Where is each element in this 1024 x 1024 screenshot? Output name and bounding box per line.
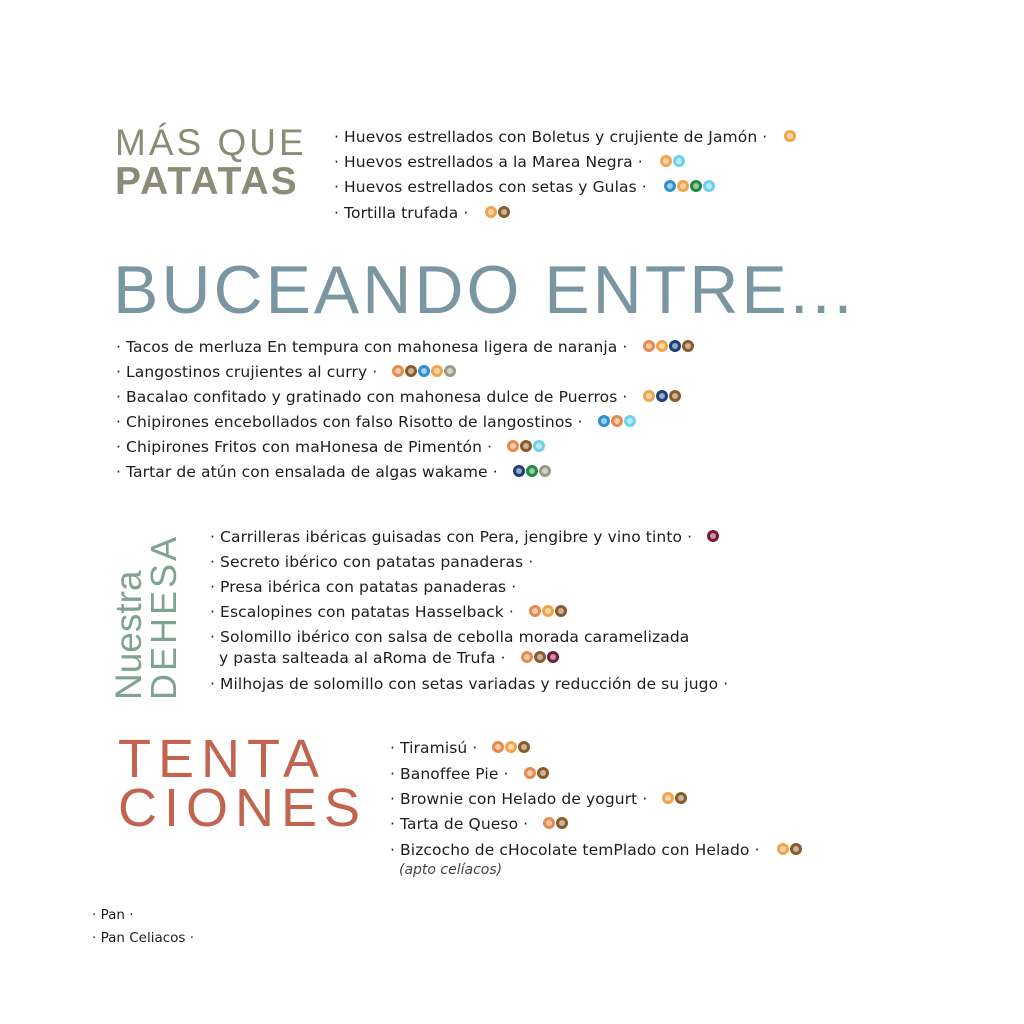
celiac-note: (apto celíacos) (399, 862, 503, 878)
allergen-icons (662, 788, 688, 807)
egg-allergen-icon (777, 843, 789, 855)
dish-name: · Tartar de atún con ensalada de algas wakame · (116, 463, 498, 481)
allergen-icons (507, 436, 546, 455)
fish-allergen-icon (513, 465, 525, 477)
dish-name: · Brownie con Helado de yogurt · (390, 790, 648, 808)
section-title-tenta: TENTA (118, 729, 326, 789)
dish-name: · Bacalao confitado y gratinado con mahonesa dulce de Puerros · (116, 388, 628, 406)
dish-name: · Bizcocho de cHocolate temPlado con Helado · (390, 841, 760, 859)
dish-name: · Solomillo ibérico con salsa de cebolla morada caramelizada (210, 628, 690, 646)
dish-name: · Langostinos crujientes al curry · (116, 363, 378, 381)
dish-name: · Escalopines con patatas Hasselback · (210, 603, 514, 621)
dish-name: · Huevos estrellados a la Marea Negra · (334, 153, 643, 171)
section-title-nuestra: Nuestra (108, 570, 149, 700)
section-title-dehesa-word: DEHESA (143, 533, 184, 700)
nuts-allergen-icon (669, 390, 681, 402)
dish-item (210, 578, 516, 597)
dish-name: · Huevos estrellados con Boletus y crujiente de Jamón · (334, 128, 768, 146)
crustaceans-allergen-icon (418, 365, 430, 377)
section-title-mas-que: MÁS QUE (115, 122, 307, 163)
allergen-icons (784, 126, 797, 145)
gluten-allergen-icon (524, 767, 536, 779)
allergen-icons (598, 411, 637, 430)
allergen-icons (485, 202, 511, 221)
dish-item (334, 128, 797, 147)
egg-allergen-icon (660, 155, 672, 167)
dish-item (116, 338, 695, 357)
dish-name: · Milhojas de solomillo con setas variadas y reducción de su jugo · (210, 675, 729, 693)
dish-item (390, 841, 803, 860)
fish-allergen-icon (656, 390, 668, 402)
dish-name: · Chipirones Fritos con maHonesa de Pimentón · (116, 438, 493, 456)
gluten-allergen-icon (507, 440, 519, 452)
sesame-allergen-icon (444, 365, 456, 377)
dish-item (116, 388, 682, 407)
gluten-allergen-icon (543, 817, 555, 829)
gluten-allergen-icon (492, 741, 504, 753)
dish-name: · Secreto ibérico con patatas panaderas · (210, 553, 534, 571)
dish-name: y pasta salteada al aRoma de Trufa · (219, 649, 506, 667)
allergen-icons (513, 461, 552, 480)
sulphites-allergen-icon (707, 530, 719, 542)
nuts-allergen-icon (675, 792, 687, 804)
celery-allergen-icon (690, 180, 702, 192)
dish-item (334, 153, 686, 172)
dish-item (334, 178, 716, 197)
allergen-icons (392, 361, 457, 380)
allergen-icons (492, 737, 531, 756)
molluscs-allergen-icon (533, 440, 545, 452)
allergen-icons (643, 386, 682, 405)
nuts-allergen-icon (534, 651, 546, 663)
dish-item (210, 528, 720, 547)
dish-name: · Banoffee Pie · (390, 765, 509, 783)
allergen-icons (707, 526, 720, 545)
allergen-icons (660, 151, 686, 170)
sulphites-allergen-icon (547, 651, 559, 663)
gluten-allergen-icon (643, 340, 655, 352)
egg-allergen-icon (485, 206, 497, 218)
dish-item (334, 204, 511, 223)
egg-allergen-icon (643, 390, 655, 402)
dish-item (210, 675, 728, 694)
allergen-icons (664, 176, 716, 195)
egg-allergen-icon (431, 365, 443, 377)
egg-allergen-icon (542, 605, 554, 617)
egg-allergen-icon (662, 792, 674, 804)
allergen-icons (777, 839, 803, 858)
molluscs-allergen-icon (703, 180, 715, 192)
dish-name: · Tacos de merluza En tempura con mahonesa ligera de naranja · (116, 338, 628, 356)
egg-allergen-icon (656, 340, 668, 352)
nuts-allergen-icon (498, 206, 510, 218)
dish-name: · Tiramisú · (390, 739, 478, 757)
section-title-buceando: BUCEANDO ENTRE... (113, 252, 856, 328)
dish-name: · Huevos estrellados con setas y Gulas · (334, 178, 647, 196)
section-title-ciones: CIONES (118, 778, 368, 838)
gluten-allergen-icon (521, 651, 533, 663)
allergen-icons (524, 763, 550, 782)
nuts-allergen-icon (537, 767, 549, 779)
crustaceans-allergen-icon (664, 180, 676, 192)
dish-name: · Tarta de Queso · (390, 815, 529, 833)
bread-item: · Pan Celiacos · (92, 930, 195, 946)
sesame-allergen-icon (539, 465, 551, 477)
gluten-allergen-icon (529, 605, 541, 617)
allergen-icons (643, 336, 695, 355)
nuts-allergen-icon (682, 340, 694, 352)
nuts-allergen-icon (790, 843, 802, 855)
gluten-allergen-icon (392, 365, 404, 377)
allergen-icons (521, 647, 560, 666)
dish-item (210, 603, 568, 622)
molluscs-allergen-icon (624, 415, 636, 427)
dish-item (116, 463, 552, 482)
nuts-allergen-icon (520, 440, 532, 452)
section-title-patatas: PATATAS (115, 160, 299, 203)
nuts-allergen-icon (555, 605, 567, 617)
bread-item: · Pan · (92, 907, 134, 923)
nuts-allergen-icon (556, 817, 568, 829)
dish-item-continued (219, 649, 560, 668)
dish-item (116, 438, 546, 457)
celery-allergen-icon (526, 465, 538, 477)
dish-item (210, 553, 533, 572)
dish-item (210, 628, 689, 647)
dish-name: · Carrilleras ibéricas guisadas con Pera, jengibre y vino tinto · (210, 528, 693, 546)
dish-item (390, 739, 531, 758)
egg-allergen-icon (784, 130, 796, 142)
nuts-allergen-icon (518, 741, 530, 753)
egg-allergen-icon (505, 741, 517, 753)
dish-name: · Chipirones encebollados con falso Risotto de langostinos · (116, 413, 583, 431)
molluscs-allergen-icon (673, 155, 685, 167)
fish-allergen-icon (669, 340, 681, 352)
dish-item (390, 815, 569, 834)
dish-item (116, 413, 637, 432)
dish-item (116, 363, 457, 382)
dish-item (390, 790, 688, 809)
dish-name: · Presa ibérica con patatas panaderas · (210, 578, 517, 596)
nuts-allergen-icon (405, 365, 417, 377)
allergen-icons (543, 813, 569, 832)
dish-item (390, 765, 550, 784)
crustaceans-allergen-icon (598, 415, 610, 427)
gluten-allergen-icon (611, 415, 623, 427)
allergen-icons (529, 601, 568, 620)
dish-name: · Tortilla trufada · (334, 204, 469, 222)
egg-allergen-icon (677, 180, 689, 192)
